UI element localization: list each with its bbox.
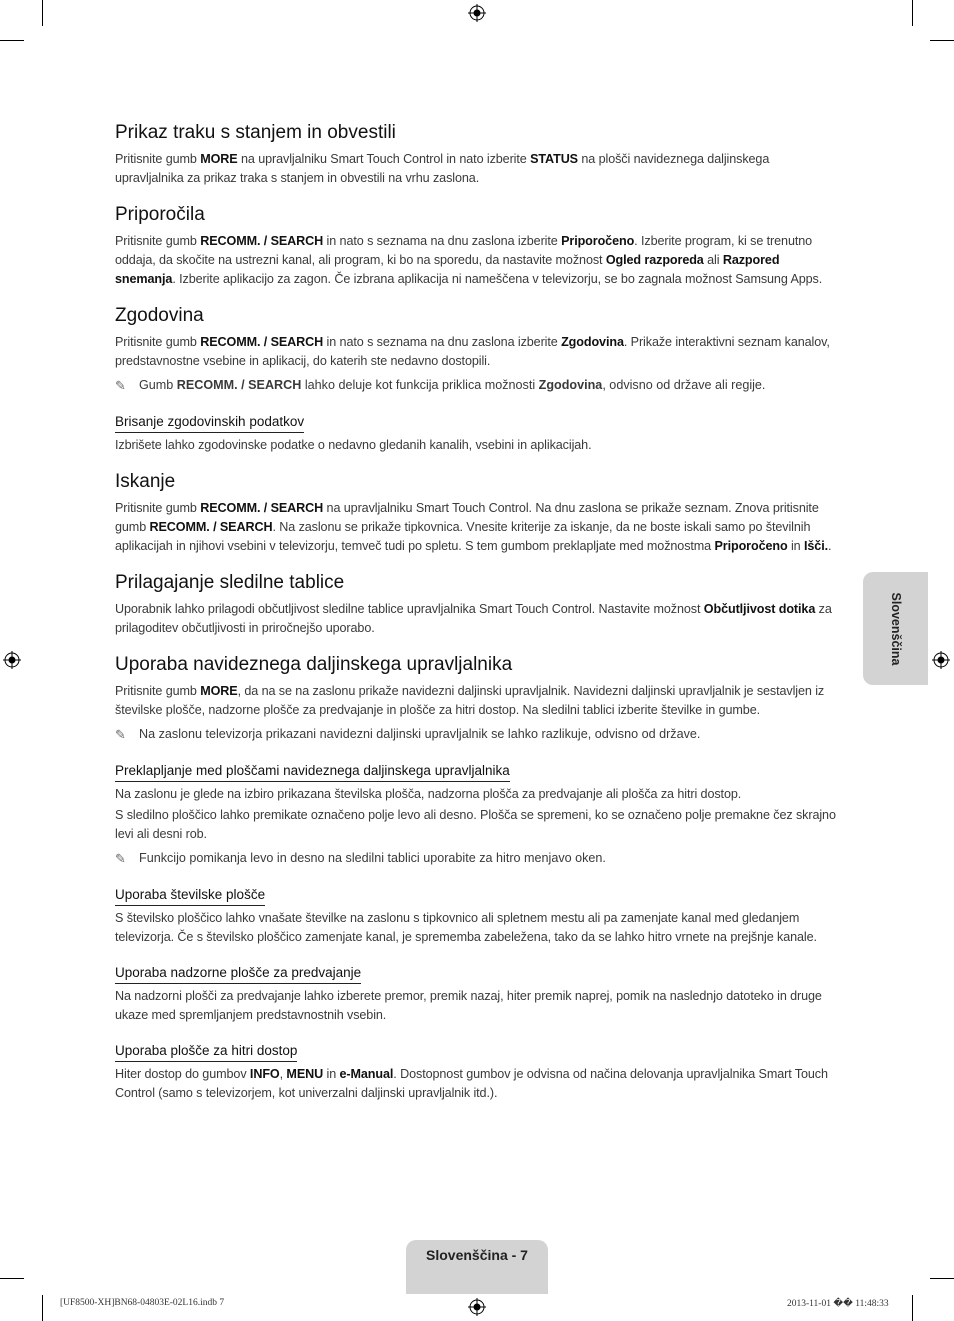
text-run: . Prikaže interaktivni seznam kanalov, predstavnostne vsebine in aplikacij, do katerih ste nedavno dostopili. [115, 335, 830, 368]
text-run: Na nadzorni plošči za predvajanje lahko izberete premor, premik nazaj, hiter premik naprej, pomik na naslednjo datoteko in druge ukaze med spremljanjem predstavnostnih vsebin. [115, 989, 822, 1022]
text-run: na upravljalniku Smart Touch Control. Na dnu zaslona se prikaže seznam. Znova pritisnite gumb [115, 501, 819, 534]
subsection-title: Brisanje zgodovinskih podatkov [115, 413, 304, 433]
text-run: Pritisnite gumb [115, 684, 201, 698]
section-paragraph [115, 600, 837, 638]
bold-term: INFO [249, 1067, 280, 1081]
text-run: na plošči navideznega daljinskega upravljalnika za prikaz traka s stanjem in obvestili na vrhu zaslona. [115, 152, 770, 185]
subsection-title: Uporaba številske plošče [115, 886, 265, 906]
language-side-tab-label: Slovenščina [888, 592, 903, 665]
section-paragraph [115, 682, 837, 720]
section-paragraph [115, 232, 837, 289]
text-run: za prilagoditev občutljivosti in priročnejšo uporabo. [115, 602, 832, 635]
bold-term: e-Manual [339, 1067, 394, 1081]
section-paragraph [115, 150, 837, 188]
text-run: Gumb [139, 378, 177, 392]
section-paragraph [115, 333, 837, 371]
text-run: Pritisnite gumb [115, 501, 201, 515]
section-heading: Zgodovina [115, 305, 204, 326]
text-run: in nato s seznama na dnu zaslona izberite [323, 335, 562, 349]
text-run: Pritisnite gumb [115, 335, 201, 349]
bold-term: RECOMM. / SEARCH [176, 378, 302, 392]
bold-term: RECOMM. / SEARCH [200, 501, 324, 515]
section-heading: Priporočila [115, 204, 205, 225]
subsection-title: Uporaba plošče za hitri dostop [115, 1042, 297, 1062]
bold-term: STATUS [530, 152, 578, 166]
section-paragraph [115, 499, 837, 556]
text-run: Pritisnite gumb [115, 152, 201, 166]
text-run: Pritisnite gumb [115, 234, 201, 248]
subsection-paragraph [115, 909, 837, 947]
page-number-label: Slovenščina - 7 [406, 1240, 548, 1294]
text-run: . Izberite program, ki se trenutno oddaja, da skočite na ustrezni kanal, ali program, ki bo na sporedu, da nastavite možnost [115, 234, 813, 267]
bold-term: Priporočeno [561, 234, 635, 248]
registration-mark-icon [932, 651, 950, 669]
note [115, 376, 837, 395]
note [115, 849, 837, 868]
pencil-note-icon: ✎ [115, 727, 126, 742]
text-run: S številsko ploščico lahko vnašate številke na zaslonu s tipkovnico ali spletnem mestu ali pa zamenjate kanal med gledanjem televizorja. Če s številsko ploščico zamenjate kanal, je sprememba zabeležena, tako da se lahko hitro vrnete na prejšnje kanale. [115, 911, 817, 944]
text-run: , odvisno od države ali regije. [602, 378, 766, 392]
section-heading: Prikaz traku s stanjem in obvestili [115, 122, 396, 143]
text-run: Hiter dostop do gumbov [115, 1067, 250, 1081]
text-run: in [787, 539, 804, 553]
text-run: . Izberite aplikacijo za zagon. Če izbrana aplikacija ni nameščena v televizorju, se bo zagnala možnost Samsung Apps. [172, 272, 823, 286]
text-run: in nato s seznama na dnu zaslona izberite [323, 234, 562, 248]
bold-term: Ogled razporeda [605, 253, 704, 267]
bold-term: Išči. [803, 539, 828, 553]
text-run: S sledilno ploščico lahko premikate označeno polje levo ali desno. Plošča se spremeni, ko se označeno polje premakne čez skrajno levi ali desni rob. [115, 808, 836, 841]
crop-mark [930, 1278, 954, 1279]
bold-term: Priporočeno [714, 539, 788, 553]
subsection-paragraph [115, 436, 837, 455]
text-run: lahko deluje kot funkcija priklica možnosti [301, 378, 539, 392]
text-run: , [279, 1067, 287, 1081]
section-heading: Prilagajanje sledilne tablice [115, 572, 345, 593]
crop-mark [930, 40, 954, 41]
bold-term: MORE [200, 152, 238, 166]
subsection-paragraph [115, 785, 837, 804]
bold-term: RECOMM. / SEARCH [200, 335, 324, 349]
bold-term: MORE [200, 684, 238, 698]
registration-mark-icon [3, 651, 21, 669]
bold-term: Občutljivost dotika [703, 602, 816, 616]
print-file-info: [UF8500-XH]BN68-04803E-02L16.indb 7 [60, 1298, 225, 1308]
text-run: , da na se na zaslonu prikaže navidezni daljinski upravljalnik. Navidezni daljinski upravljalnik je sestavljen iz številske plošče, nadzorne plošče za predvajanje in plošče za hitri dostop. Na sledilni tablici izberite številke in gumbe. [115, 684, 825, 717]
text-run: . Na zaslonu se prikaže tipkovnica. Vnesite kriterije za iskanje, da ne boste iskali samo po številnih aplikacijah in njihovi vsebini v televizorju, temveč tudi po spletu. S tem gumbom preklapljate med možnostma [115, 520, 811, 553]
text-run: Izbrišete lahko zgodovinske podatke o nedavno gledanih kanalih, vsebini in aplikacijah. [115, 438, 592, 452]
text-run: na upravljalniku Smart Touch Control in nato izberite [237, 152, 531, 166]
subsection-title: Preklapljanje med ploščami navideznega daljinskega upravljalnika [115, 762, 510, 782]
registration-mark-icon [468, 4, 486, 22]
pencil-note-icon: ✎ [115, 851, 126, 866]
text-run: Na zaslonu televizorja prikazani navidezni daljinski upravljalnik se lahko razlikuje, odvisno od države. [139, 727, 701, 741]
bold-term: RECOMM. / SEARCH [200, 234, 324, 248]
crop-mark [42, 0, 43, 26]
pencil-note-icon: ✎ [115, 378, 126, 393]
page-content [115, 122, 837, 1103]
text-run: Na zaslonu je glede na izbiro prikazana številska plošča, nadzorna plošča za predvajanje ali plošča za hitri dostop. [115, 787, 742, 801]
text-run: Funkcijo pomikanja levo in desno na sledilni tablici uporabite za hitro menjavo oken. [139, 851, 606, 865]
crop-mark [912, 1295, 913, 1321]
print-timestamp: 2013-11-01 �� 11:48:33 [787, 1299, 889, 1309]
text-run: Uporabnik lahko prilagodi občutljivost sledilne tablice upravljalnika Smart Touch Control. Nastavite možnost [115, 602, 704, 616]
crop-mark [42, 1295, 43, 1321]
bold-term: Zgodovina [561, 335, 624, 349]
text-run: . Dostopnost gumbov je odvisna od načina delovanja upravljalnika Smart Touch Control (samo s televizorjem, kot univerzalni daljinski upravljalnik itd.). [115, 1067, 828, 1100]
crop-mark [0, 40, 24, 41]
bold-term: Zgodovina [538, 378, 603, 392]
registration-mark-icon [468, 1298, 486, 1316]
bold-term: Razpored snemanja [115, 253, 780, 286]
crop-mark [0, 1278, 24, 1279]
note-text [139, 376, 765, 395]
subsection-title: Uporaba nadzorne plošče za predvajanje [115, 964, 361, 984]
section-heading: Iskanje [115, 471, 176, 492]
text-run: . [828, 539, 832, 553]
section-heading: Uporaba navideznega daljinskega upravljalnika [115, 654, 513, 675]
note-text [139, 725, 700, 744]
text-run: ali [703, 253, 723, 267]
text-run: in [323, 1067, 340, 1081]
subsection-paragraph [115, 987, 837, 1025]
note [115, 725, 837, 744]
subsection-paragraph [115, 1065, 837, 1103]
note-text [139, 849, 606, 868]
subsection-paragraph [115, 806, 837, 844]
bold-term: MENU [286, 1067, 324, 1081]
language-side-tab [863, 572, 928, 685]
crop-mark [912, 0, 913, 26]
bold-term: RECOMM. / SEARCH [149, 520, 273, 534]
